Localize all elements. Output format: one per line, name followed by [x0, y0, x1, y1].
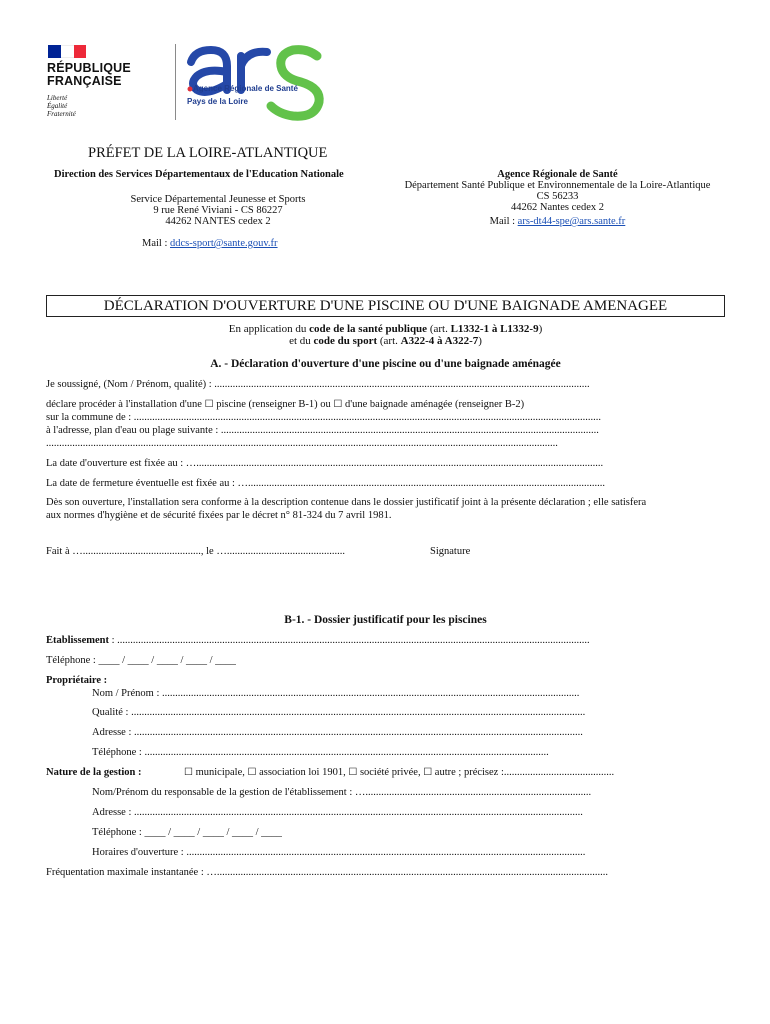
responsable-field[interactable]: Nom/Prénom du responsable de la gestion de l'établissement : …...................................................................................... [92, 787, 592, 798]
ars-region: Pays de la Loire [187, 97, 248, 106]
ars-agency: Agence Régionale de Santé [193, 84, 298, 93]
conformity-text-1: Dès son ouverture, l'installation sera conforme à la description contenue dans le dossier justificatif joint à la présente déclaration ; elle satisfera [46, 497, 647, 508]
frequentation-field[interactable]: Fréquentation maximale instantanée : …..................................................................................................................................................... [46, 867, 608, 878]
gestion-telephone-field[interactable]: Téléphone : ____ / ____ / ____ / ____ / ____ [92, 827, 283, 838]
conformity-text-2: aux normes d'hygiène et de sécurité fixées par le décret n° 81-324 du 7 avril 1981. [46, 510, 392, 521]
proprietaire-qualite-field[interactable]: Qualité : ............................................................................................................................................................................. [92, 707, 586, 718]
fait-field[interactable]: Fait à …............................................., le …............................................. [46, 546, 345, 557]
logo-divider [175, 44, 176, 120]
section-a-heading: A. - Déclaration d'ouverture d'une piscine ou d'une baignade aménagée [210, 358, 561, 370]
document-title: DÉCLARATION D'OUVERTURE D'UNE PISCINE OU D'UNE BAIGNADE AMENAGEE [46, 295, 725, 317]
republique-flag [48, 45, 86, 58]
section-b1-heading: B-1. - Dossier justificatif pour les piscines [284, 614, 487, 626]
republique-motto: Liberté Égalité Fraternité [47, 94, 76, 118]
proprietaire-adresse-field[interactable]: Adresse : ........................................................................................................................................................................... [92, 727, 583, 738]
telephone-field[interactable]: Téléphone : ____ / ____ / ____ / ____ / ____ [46, 655, 237, 666]
ars-mail-link[interactable]: ars-dt44-spe@ars.sante.fr [517, 216, 626, 227]
horaires-field[interactable]: Horaires d'ouverture : ........................................................................................................................................................ [92, 847, 586, 858]
ddcs-mail-link[interactable]: ddcs-sport@sante.gouv.fr [170, 238, 278, 249]
commune-field[interactable]: sur la commune de : .................................................................................................................................................................................. [46, 412, 602, 423]
autre-checkbox[interactable]: ☐ [423, 767, 433, 778]
adresse-field[interactable]: à l'adresse, plan d'eau ou plage suivante : ................................................................................................................................................ [46, 425, 599, 436]
municipale-checkbox[interactable]: ☐ [184, 767, 193, 778]
etablissement-field[interactable]: Établissement : .................................................................................................................................................................................... [46, 635, 590, 646]
application-text: En application du code de la santé publique (art. L1332-1 à L1332-9) et du code du sport (art. A322-4 à A322-7) [228, 323, 543, 347]
declare-line: déclare procéder à l'installation d'une ☐ piscine (renseigner B-1) ou ☐ d'une baignade aménagée (renseigner B-2) [46, 399, 525, 410]
nature-gestion-options: ☐ municipale, ☐ association loi 1901, ☐ société privée, ☐ autre ; précisez :.......................................... [184, 767, 615, 778]
agency-block: Agence Régionale de Santé Département Santé Publique et Environnementale de la Loire-Atlantique CS 56233 44262 Nantes cedex 2 Mail : ars-dt44-spe@ars.sante.fr [404, 169, 711, 227]
signature-label: Signature [430, 546, 471, 557]
association-checkbox[interactable]: ☐ [247, 767, 257, 778]
baignade-checkbox[interactable]: ☐ [333, 399, 343, 410]
soussigne-field[interactable]: Je soussigné, (Nom / Prénom, qualité) : ............................................................................................................................................... [46, 379, 590, 390]
left-mail: Mail : ddcs-sport@sante.gouv.fr [142, 238, 278, 249]
ars-dot-icon [188, 87, 193, 92]
direction-label: Direction des Services Départementaux de l'Education Nationale [54, 169, 344, 180]
republique-title: RÉPUBLIQUE FRANÇAISE [47, 61, 131, 88]
societe-privee-checkbox[interactable]: ☐ [348, 767, 358, 778]
nature-gestion-label: Nature de la gestion : [46, 767, 142, 778]
proprietaire-label: Propriétaire : [46, 675, 108, 686]
prefet-title: PRÉFET DE LA LOIRE-ATLANTIQUE [88, 145, 328, 161]
ars-logo [185, 42, 330, 122]
ouverture-field[interactable]: La date d'ouverture est fixée au : …........................................................................................................................................................... [46, 458, 604, 469]
service-block: Service Départemental Jeunesse et Sports 9 rue René Viviani - CS 86227 44262 NANTES cedex 2 [130, 194, 306, 227]
adresse-continuation-field[interactable]: ................................................................................................................................................................................................... [46, 438, 558, 449]
proprietaire-telephone-field[interactable]: Téléphone : .......................................................................................................................................................... [92, 747, 549, 758]
piscine-checkbox[interactable]: ☐ [204, 399, 214, 410]
fermeture-field[interactable]: La date de fermeture éventuelle est fixée au : …........................................................................................................................................ [46, 478, 606, 489]
gestion-adresse-field[interactable]: Adresse : ........................................................................................................................................................................... [92, 807, 583, 818]
proprietaire-nom-field[interactable]: Nom / Prénom : ............................................................................................................................................................... [92, 688, 580, 699]
